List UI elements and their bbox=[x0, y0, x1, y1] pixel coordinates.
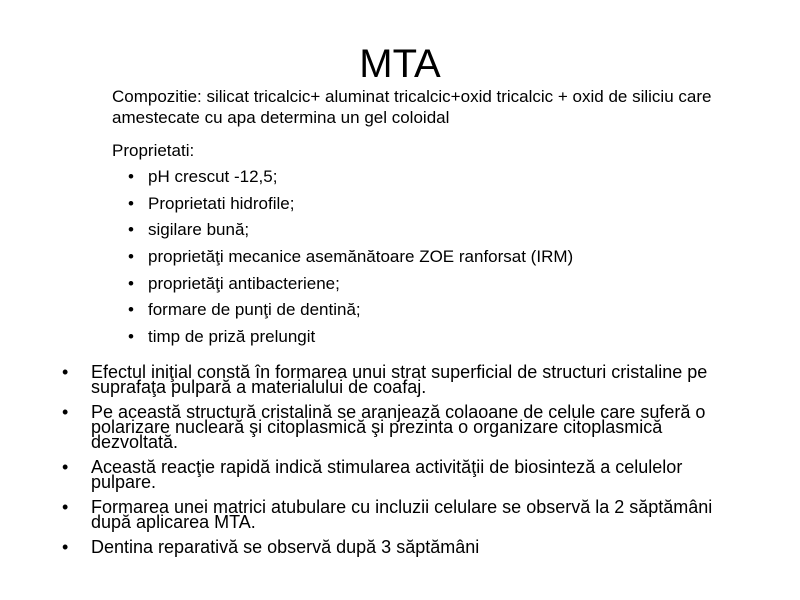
property-item: • pH crescut -12,5; bbox=[128, 166, 712, 187]
properties-label: Proprietati: bbox=[112, 141, 195, 160]
properties-list bbox=[112, 166, 712, 347]
composition-text: Compozitie: silicat tricalcic+ aluminat tricalcic+oxid tricalcic + oxid de siliciu care amestecate cu apa determina un gel coloidal bbox=[112, 87, 712, 127]
finding-item: • Formarea unei matrici atubulare cu incluzii celulare se observă la 2 săptămâni după aplicarea MTA. bbox=[62, 500, 752, 530]
finding-item: • Efectul iniţial constă în formarea unui strat superficial de structuri cristaline pe suprafaţa pulpară a materialului de coafaj. bbox=[62, 365, 752, 395]
finding-item: • Dentina reparativă se observă după 3 săptămâni bbox=[62, 540, 752, 555]
property-item: • Proprietati hidrofile; bbox=[128, 193, 712, 214]
property-item: • proprietăţi mecanice asemănătoare ZOE ranforsat (IRM) bbox=[128, 246, 712, 267]
property-item: • proprietăţi antibacteriene; bbox=[128, 273, 712, 294]
property-item: • formare de punţi de dentină; bbox=[128, 299, 712, 320]
composition-section bbox=[112, 86, 712, 353]
slide-title: MTA bbox=[359, 42, 441, 86]
finding-item: • Această reacţie rapidă indică stimularea activităţii de biosinteză a celulelor pulpare. bbox=[62, 460, 752, 490]
property-item: • timp de priză prelungit bbox=[128, 326, 712, 347]
finding-item: • Pe această structură cristalină se aranjează colaoane de celule care suferă o polarizare nucleară şi citoplasmică şi prezinta o organizare citoplasmică dezvoltată. bbox=[62, 405, 752, 450]
findings-list bbox=[62, 362, 752, 565]
property-item: • sigilare bună; bbox=[128, 219, 712, 240]
